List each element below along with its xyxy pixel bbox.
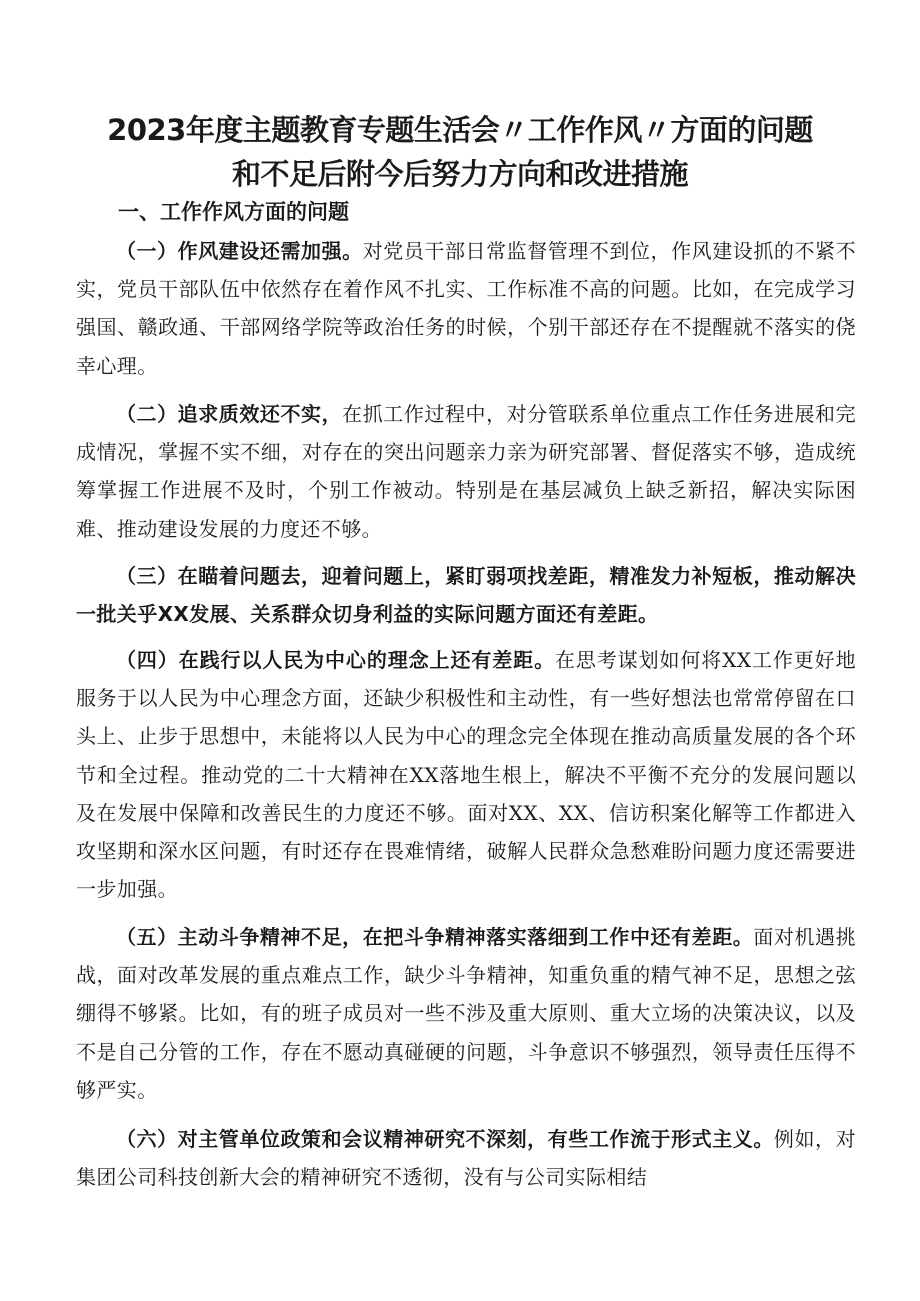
document-title-line-2: 和不足后附今后努力方向和改进措施	[231, 157, 688, 191]
section-heading: 一、工作作风方面的问题	[118, 200, 349, 224]
paragraph-5	[76, 918, 856, 1109]
paragraph-6-lead: （六）对主管单位政策和会议精神研究不深刻，有些工作流于形式主义。	[116, 1127, 774, 1151]
paragraph-5-body: 面对机遇挑战，面对改革发展的重点难点工作，缺少斗争精神，知重负重的精气神不足，思想之弦绷得不够紧。比如，有的班子成员对一些不涉及重大原则、重大立场的决策决议，以及不是自己分管的工作，存在不愿动真碰硬的问题，斗争意识不够强烈，领导责任压得不够严实。	[76, 925, 856, 1102]
paragraph-2	[76, 395, 856, 548]
paragraph-6	[76, 1120, 856, 1196]
paragraph-1-lead: （一）作风建设还需加强。	[116, 239, 363, 263]
paragraph-3	[76, 557, 856, 633]
paragraph-1-body: 对党员干部日常监督管理不到位，作风建设抓的不紧不实，党员干部队伍中依然存在着作风不扎实、工作标准不高的问题。比如，在完成学习强国、赣政通、干部网络学院等政治任务的时候，个别干部还存在不提醒就不落实的侥幸心理。	[76, 239, 856, 378]
paragraph-2-lead: （二）追求质效还不实，	[116, 402, 343, 426]
paragraph-3-lead: （三）在瞄着问题去，迎着问题上，紧盯弱项找差距，精准发力补短板，推动解决一批关乎XX发展、关系群众切身利益的实际问题方面还有差距。	[76, 564, 856, 627]
document-title-line-1: 2023年度主题教育专题生活会〃工作作风〃方面的问题	[107, 113, 813, 147]
paragraph-4-body: 在思考谋划如何将XX工作更好地服务于以人民为中心理念方面，还缺少积极性和主动性，有一些好想法也常常停留在口头上、止步于思想中，未能将以人民为中心的理念完全体现在推动高质量发展的各个环节和全过程。推动党的二十大精神在XX落地生根上，解决不平衡不充分的发展问题以及在发展中保障和改善民生的力度还不够。面对XX、XX、信访积案化解等工作都进入攻坚期和深水区问题，有时还存在畏难情绪，破解人民群众急愁难盼问题力度还需要进一步加强。	[76, 648, 856, 902]
paragraph-2-body: 在抓工作过程中，对分管联系单位重点工作任务进展和完成情况，掌握不实不细，对存在的突出问题亲力亲为研究部署、督促落实不够，造成统筹掌握工作进展不及时，个别工作被动。特别是在基层减负上缺乏新招，解决实际困难、推动建设发展的力度还不够。	[76, 402, 857, 541]
paragraph-4-lead: （四）在践行以人民为中心的理念上还有差距。	[116, 648, 555, 672]
paragraph-1	[76, 232, 856, 385]
paragraph-4	[76, 641, 856, 908]
paragraph-6-body: 例如，对集团公司科技创新大会的精神研究不透彻，没有与公司实际相结	[76, 1127, 856, 1190]
paragraph-5-lead: （五）主动斗争精神不足，在把斗争精神落实落细到工作中还有差距。	[116, 925, 754, 949]
